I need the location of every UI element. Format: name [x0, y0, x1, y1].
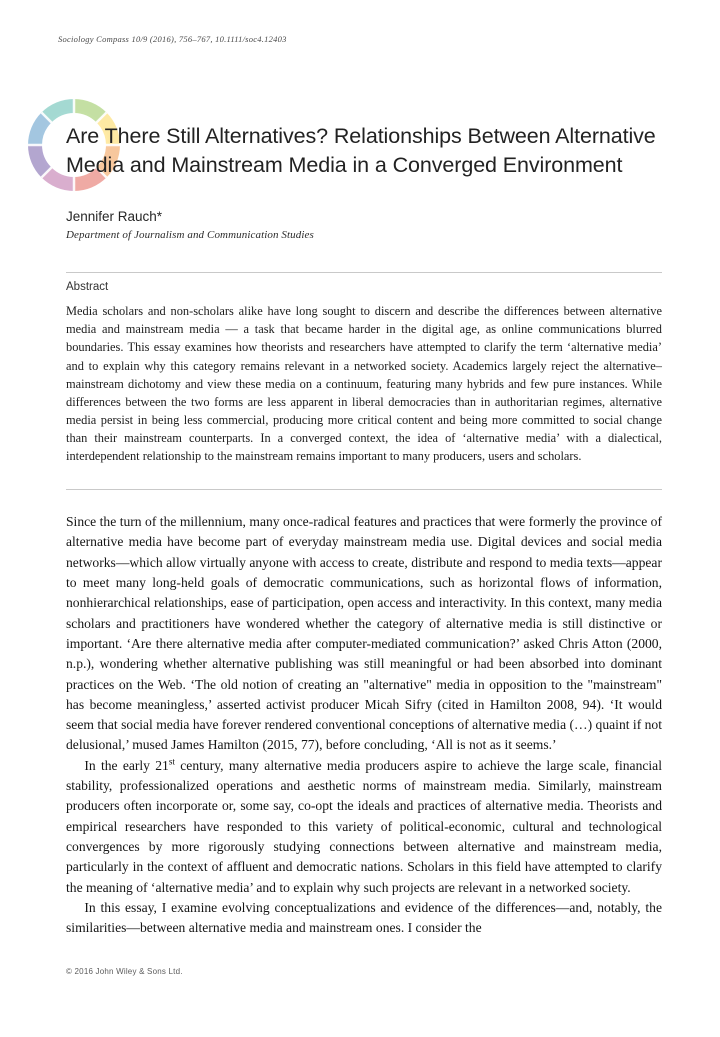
body-text [66, 512, 662, 939]
body-paragraph-2: In the early 21st century, many alternative media producers aspire to achieve the large scale, financial stability, professionalized operations and aesthetic norms of mainstream media. Similarly, mainstream producers often incorporate or, some say, co-opt the ideals and practices of alternative media. Theorists and empirical researchers have responded to this variety of political-economic, cultural and technological convergences by more rigorously studying connections between alternative and mainstream media, particularly in the context of affluent and democratic nations. Scholars in this field have attempted to clarify the meaning of ‘alternative media’ and to explain why such projects are relevant in a networked society. [66, 756, 662, 895]
body-paragraph-1: Since the turn of the millennium, many once-radical features and practices that were formerly the province of alternative media have become part of everyday mainstream media use. Digital devices and social media networks—which allow virtually anyone with access to create, distribute and respond to media texts—appear to meet many long-held goals of democratic communications, such as horizontal flows of information, nonhierarchical relationships, ease of participation, open access and interactivity. In this context, many media scholars and practitioners have wondered whether the category of alternative media is still distinctive or important. ‘Are there alternative media after computer-mediated communication?’ asked Chris Atton (2000, n.p.), wondering whether alternative publishing was still meaningful or had been absorbed into dominant practices on the Web. ‘The old notion of creating an "alternative" media in opposition to the "mainstream" has become meaningless,’ asserted activist producer Micah Sifry (cited in Hamilton 2008, 94). ‘It would seem that social media have forever rendered conventional conceptions of alternative media (…) quaint if not delusional,’ mused James Hamilton (2015, 77), before concluding, ‘All is not as it seems.’ [66, 514, 663, 753]
page-title: Are There Still Alternatives? Relationships Between Alternative Media and Mainstream Media in a Converged Environment [66, 124, 656, 177]
author-block [66, 208, 626, 241]
journal-reference: Sociology Compass 10/9 (2016), 756–767, 10.1111/soc4.12403 [58, 34, 287, 44]
author-name: Jennifer Rauch* [66, 209, 163, 224]
author-affiliation: Department of Journalism and Communication Studies [66, 228, 314, 241]
copyright-footer: © 2016 John Wiley & Sons Ltd. [66, 967, 183, 976]
body-paragraph-3: In this essay, I examine evolving conceptualizations and evidence of the differences—and, notably, the similarities—between alternative media and mainstream ones. I consider the [66, 899, 662, 936]
abstract-text: Media scholars and non-scholars alike have long sought to discern and describe the differences between alternative media and mainstream media — a task that became harder in the digital age, as online communications blurred boundaries. This essay examines how theorists and researchers have attempted to clarify the term ‘alternative media’ and to explain why this category remains relevant in a networked society. Academics largely reject the alternative–mainstream dichotomy and view these media on a continuum, featuring many hybrids and few pure instances. While differences between the two forms are less apparent in liberal democracies than in authoritarian regimes, alternative media persist in being less commercial, producing more critical content and being more committed to social change than their mainstream counterparts. In a converged context, the idea of ‘alternative media’ with a dialectical, interdependent relationship to the mainstream remains important to many producers, users and scholars. [66, 304, 662, 464]
abstract-divider-top [66, 272, 662, 273]
article-content [58, 0, 662, 1037]
abstract-divider-bottom [66, 489, 662, 490]
abstract-label: Abstract [66, 281, 109, 293]
